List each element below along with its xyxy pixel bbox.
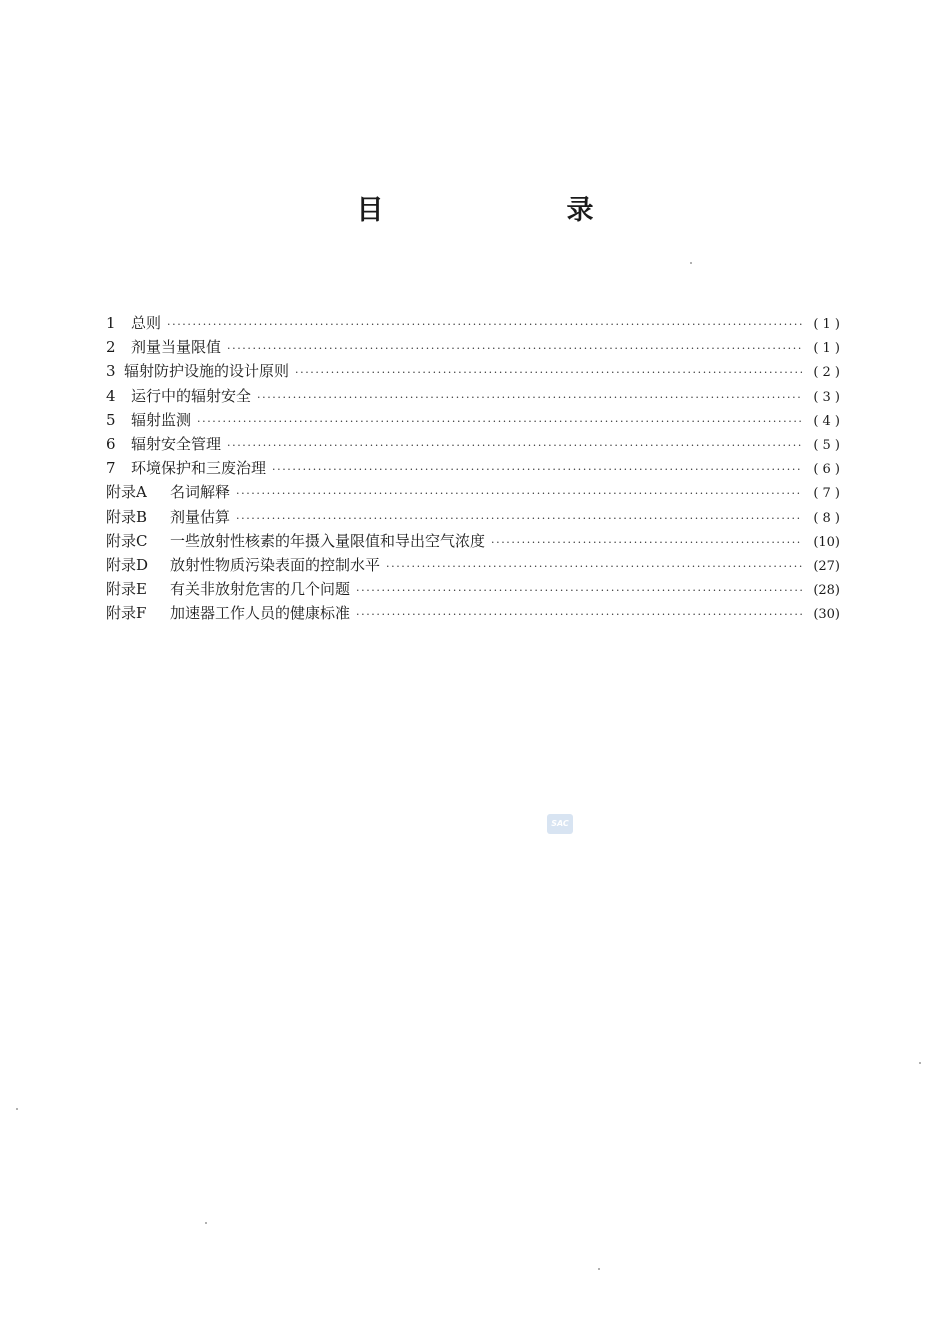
toc-entry-label: 放射性物质污染表面的控制水平	[170, 555, 381, 574]
toc-entry-label: 运行中的辐射安全	[131, 386, 252, 405]
toc-entry-number: 6	[106, 434, 116, 453]
sac-watermark-logo: SAC	[547, 814, 573, 834]
toc-entry-label: 总则	[131, 314, 162, 332]
scan-speck	[16, 1108, 18, 1110]
toc-entry-number: 附录A	[106, 483, 147, 502]
toc-entry-number: 附录B	[106, 507, 148, 526]
toc-entry-label: 一些放射性核素的年摄入量限值和导出空气浓度	[170, 531, 486, 550]
toc-entry-6	[106, 432, 840, 456]
toc-entry-page: ( 3 )	[813, 389, 840, 405]
scan-speck	[205, 1222, 207, 1224]
toc-entry-number: 7	[106, 459, 116, 478]
toc-entry-number: 附录F	[106, 604, 147, 623]
page-title: 目 录	[356, 195, 672, 226]
toc-entry-appendix-e	[106, 577, 840, 601]
toc-entry-page: ( 1 )	[813, 341, 840, 357]
toc-entry-label: 辐射安全管理	[131, 434, 222, 453]
toc-entry-appendix-b	[106, 505, 840, 529]
toc-entry-label: 环境保护和三废治理	[131, 459, 267, 478]
toc-entry-3	[106, 359, 840, 383]
toc-entry-appendix-a	[106, 480, 840, 504]
toc-entry-4	[106, 384, 840, 408]
toc-entry-number: 附录E	[106, 580, 147, 599]
toc-entry-label: 辐射防护设施的设计原则	[124, 362, 290, 381]
toc-entry-1	[106, 311, 840, 335]
toc-entry-page: ( 6 )	[813, 462, 840, 478]
toc-leader-dots	[491, 531, 802, 555]
toc-entry-page: (30)	[813, 607, 840, 623]
toc-entry-label: 剂量估算	[170, 507, 231, 526]
toc-entry-page: ( 8 )	[813, 510, 840, 526]
toc-entry-label: 辐射监测	[131, 410, 192, 429]
toc-entry-page: ( 1 )	[813, 317, 840, 332]
toc-entry-7	[106, 456, 840, 480]
toc-leader-dots	[197, 410, 802, 434]
toc-entry-label: 名词解释	[170, 483, 231, 502]
table-of-contents	[106, 311, 840, 625]
scan-speck	[919, 1062, 921, 1064]
toc-leader-dots	[227, 434, 802, 458]
toc-entry-appendix-f	[106, 601, 840, 625]
toc-leader-dots	[167, 313, 802, 337]
toc-leader-dots	[356, 579, 802, 603]
toc-entry-page: ( 2 )	[813, 365, 840, 381]
toc-entry-number: 3	[106, 362, 116, 381]
toc-entry-page: ( 7 )	[813, 486, 840, 502]
toc-entry-number: 附录C	[106, 531, 148, 550]
toc-leader-dots	[257, 386, 802, 410]
toc-entry-page: (27)	[813, 558, 840, 574]
toc-entry-page: ( 4 )	[813, 413, 840, 429]
toc-entry-label: 有关非放射危害的几个问题	[170, 580, 351, 599]
toc-entry-page: (28)	[813, 583, 840, 599]
toc-entry-number: 4	[106, 386, 116, 405]
toc-entry-appendix-d	[106, 553, 840, 577]
toc-leader-dots	[272, 458, 802, 482]
scan-speck	[690, 262, 692, 264]
toc-leader-dots	[356, 603, 802, 627]
toc-entry-label: 剂量当量限值	[131, 338, 222, 357]
toc-entry-page: (10)	[813, 534, 840, 550]
toc-entry-2	[106, 335, 840, 359]
toc-entry-label: 加速器工作人员的健康标准	[170, 604, 351, 623]
toc-leader-dots	[386, 555, 802, 579]
toc-leader-dots	[236, 507, 802, 531]
toc-leader-dots	[295, 361, 802, 385]
toc-entry-number: 2	[106, 338, 116, 357]
toc-entry-5	[106, 408, 840, 432]
toc-leader-dots	[236, 482, 802, 506]
toc-entry-number: 1	[106, 314, 116, 332]
scan-speck	[598, 1268, 600, 1270]
toc-leader-dots	[227, 337, 802, 361]
toc-entry-appendix-c	[106, 529, 840, 553]
toc-entry-number: 附录D	[106, 555, 149, 574]
toc-entry-page: ( 5 )	[813, 437, 840, 453]
toc-entry-number: 5	[106, 410, 116, 429]
